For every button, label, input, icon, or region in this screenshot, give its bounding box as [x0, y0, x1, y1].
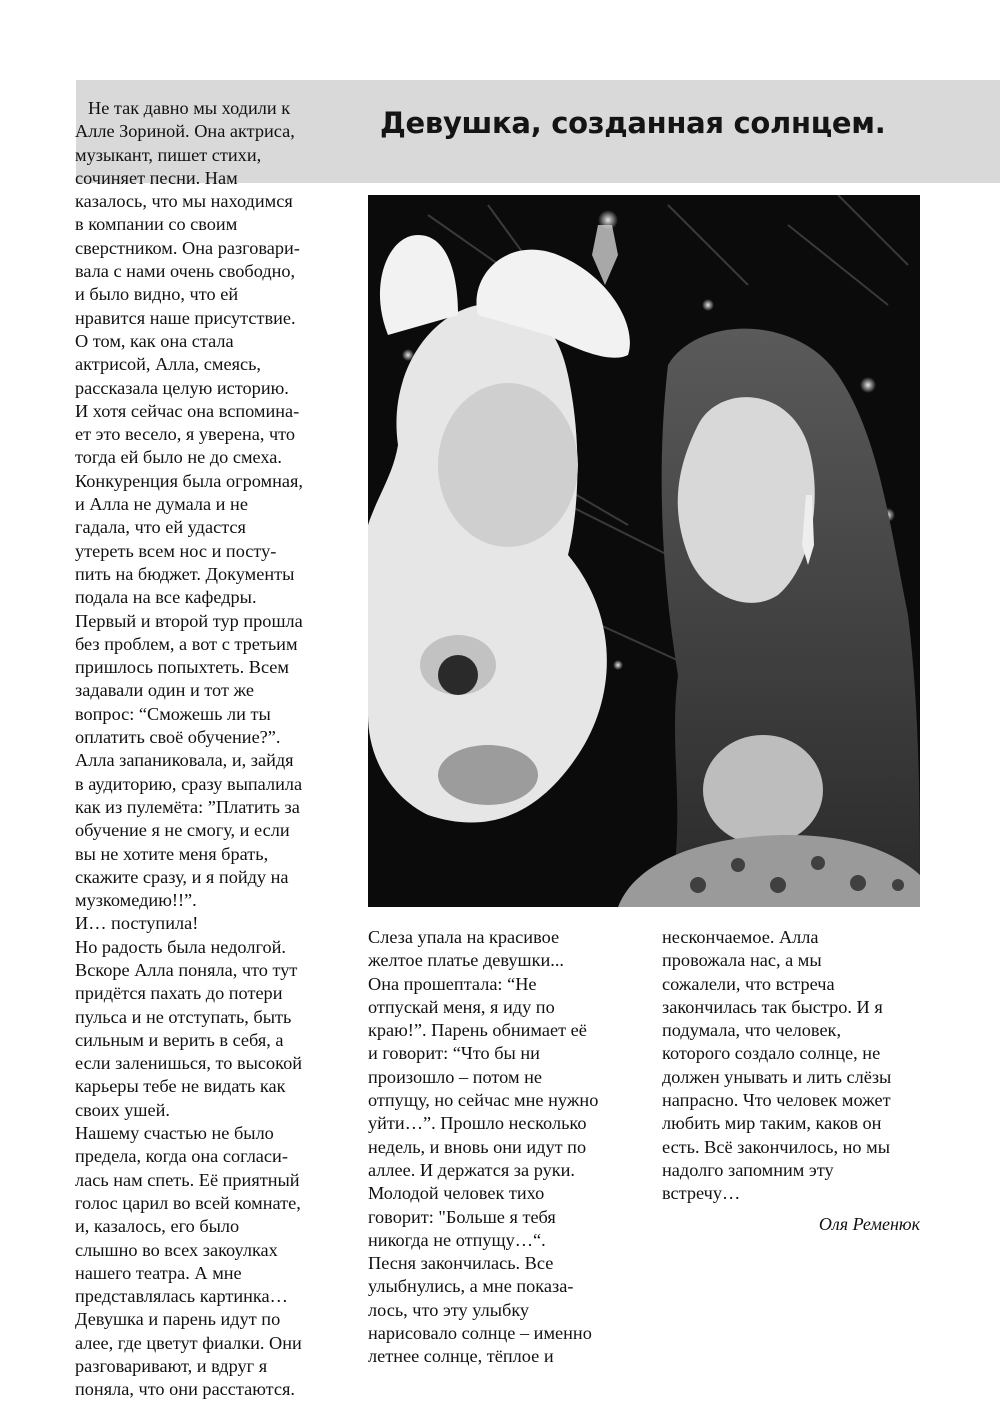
author-signature: Оля Ременюк [818, 1214, 920, 1234]
article-photo [368, 195, 920, 907]
ball-ornament-icon [438, 655, 478, 695]
article-column-left [75, 97, 345, 1402]
baby-face [438, 383, 578, 547]
holding-hand [438, 745, 538, 805]
woman-face [678, 397, 815, 603]
column-left-text: Не так давно мы ходили к Алле Зориной. Она актриса, музыкант, пишет стихи, сочиняет песни. Нам казалось, что мы находимся в компании со своим сверстником. Она разговари- вала с нами очень свободно, и было видно, что ей нравится наше присутствие. О том, как она стала актрисой, Алла, смеясь, рассказала целую историю. И хотя сейчас она вспомина- ет это весело, я уверена, что тогда ей было не до смеха. Конкуренция была огромная, и Алла не думала и не гадала, что ей удастся утереть всем нос и посту- пить на бюджет. Документы подала на все кафедры. Первый и второй тур прошла без проблем, а вот с третьим пришлось попыхтеть. Всем задавали один и тот же вопрос: “Сможешь ли ты оплатить своё обучение?”. Алла запаниковала, и, зайдя в аудиторию, сразу выпалила как из пулемёта: ”Платить за обучение я не смогу, и если вы не хотите меня брать, скажите сразу, и я пойду на музкомедию!!”. И… поступила! Но радость была недолгой. Вскоре Алла поняла, что тут придётся пахать до потери пульса и не отступать, быть сильным и верить в себя, а если заленишься, то высокой карьеры тебе не видать как своих ушей. Нашему счастью не было предела, когда она согласи- лась нам спеть. Её приятный голос царил во всей комнате, и, казалось, его было слышно во всех закоулках нашего театра. А мне представлялась картинка… Девушка и парень идут по алее, где цветут фиалки. Они разговаривают, и вдруг я поняла, что они расстаются. [75, 98, 303, 1400]
article-column-middle: Слеза упала на красивое желтое платье девушки... Она прошептала: “Не отпускай меня, я иду по краю!”. Парень обнимает её и говорит: “Что бы ни произошло – потом не отпущу, но сейчас мне нужно уйти…”. Прошло несколько недель, и вновь они идут по аллее. И держатся за руки. Молодой человек тихо говорит: "Больше я тебя никогда не отпущу…“. Песня закончилась. Все улыбнулись, а мне показа- лось, что эту улыбку нарисовало солнце – именно летнее солнце, тёплое и [368, 927, 599, 1367]
article-column-right: нескончаемое. Алла провожала нас, а мы сожалели, что встреча закончилась так быстро. И я подумала, что человек, которого создало солнце, не должен унывать и лить слёзы напрасно. Что человек может любить мир таким, каков он есть. Всё закончилось, но мы надолго запомним эту встречу… [662, 927, 892, 1204]
article-title: Девушка, созданная солнцем. [380, 106, 886, 140]
photo-illustration [368, 195, 920, 907]
woman-hands [703, 735, 823, 845]
